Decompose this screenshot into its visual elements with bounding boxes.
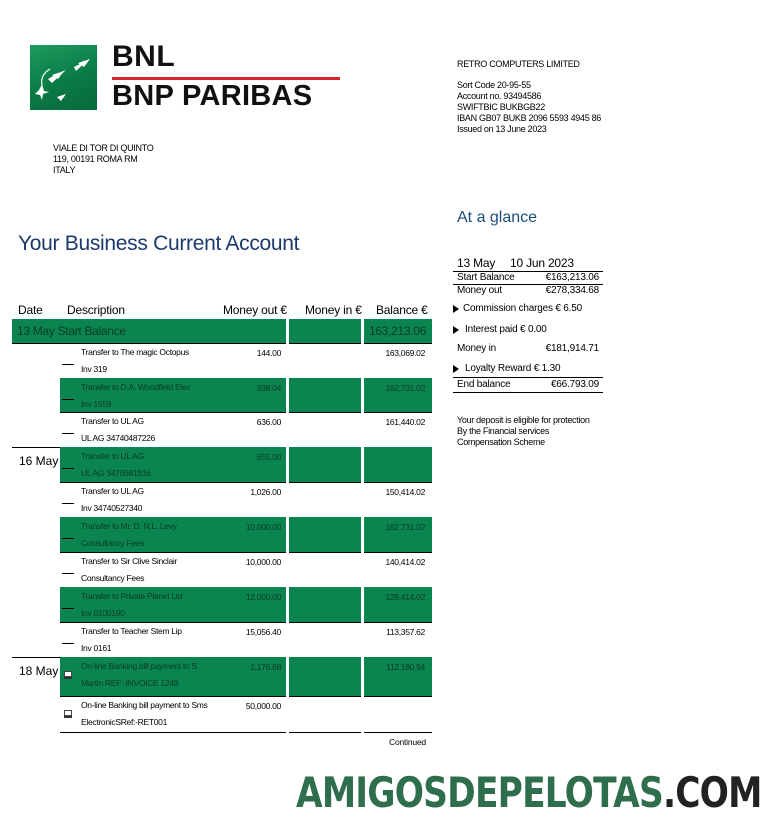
- deposit-protection-note: [457, 415, 590, 448]
- continued-label: Continued: [389, 737, 426, 747]
- transaction-description-line-2: Consultancy Fees: [81, 573, 145, 583]
- account-details: [457, 80, 601, 135]
- transaction-description-line-2: ElectronicSRef:-RET001: [81, 717, 167, 727]
- commission-charges: [453, 300, 603, 317]
- page-title: Your Business Current Account: [18, 232, 300, 255]
- dash-icon: [62, 608, 74, 609]
- statement-period: [453, 256, 603, 272]
- at-a-glance-panel: [453, 256, 603, 393]
- brand-name-bnp-paribas: BNP PARIBAS: [112, 80, 313, 112]
- loyalty-reward: [453, 360, 603, 378]
- column-header-money-in: Money in €: [305, 303, 362, 317]
- start-balance-balance-cell: [364, 319, 432, 343]
- money-out-amount: 12,000.00: [245, 592, 281, 602]
- issued-date: Issued on 13 June 2023: [457, 124, 547, 134]
- dash-icon: [62, 573, 74, 574]
- money-in-label: Money in: [457, 343, 496, 354]
- money-out-amount: 636.00: [256, 417, 281, 427]
- transaction-description-line-2: Inv 0100190: [81, 608, 125, 618]
- transaction-description-line-2: Inv 34740527340: [81, 503, 143, 513]
- balance-amount: 112,180.94: [386, 662, 425, 672]
- transaction-description-line-1: Transfer to Mr. D. N.L. Levy: [81, 521, 177, 531]
- transaction-description-line-2: Inv 0161: [81, 643, 112, 653]
- glance-money-out: [453, 285, 603, 297]
- transaction-description-line-1: Transfer to The magic Octopus: [81, 347, 189, 357]
- start-balance-row: [12, 319, 286, 343]
- transaction-description-line-2: UL AG 3470581916: [81, 468, 151, 478]
- transaction-description-line-1: Transfer to UL AG: [81, 416, 144, 426]
- money-out-amount: 144.00: [256, 348, 281, 358]
- balance-cell: [364, 696, 432, 732]
- brand-name-bnl: BNL: [112, 40, 176, 73]
- balance-amount: 161,440.02: [385, 417, 425, 427]
- balance-amount: 150,414.02: [385, 487, 425, 497]
- dash-icon: [62, 538, 74, 539]
- computer-icon: [64, 710, 72, 716]
- bnp-stars-logo-icon: [30, 45, 97, 110]
- triangle-bullet-icon: [453, 305, 459, 313]
- row-divider: [364, 732, 432, 733]
- period-end: 10 Jun 2023: [510, 256, 574, 270]
- date-label-18-may: 18 May: [19, 664, 59, 678]
- column-header-date: Date: [18, 303, 43, 317]
- row-divider: [289, 732, 361, 733]
- triangle-bullet-icon: [453, 365, 459, 373]
- postal-address: [53, 143, 153, 176]
- transaction-description-line-1: On-line Banking bill payment to S: [81, 661, 197, 671]
- money-in-cell: [289, 447, 361, 482]
- money-out-value: €278,334.68: [545, 285, 599, 296]
- end-balance-value: €66.793.09: [550, 379, 599, 390]
- dash-icon: [62, 399, 74, 400]
- money-in-cell: [289, 696, 361, 732]
- watermark-part-1: AMIGOSDEPELOTAS: [296, 768, 663, 817]
- transaction-description-line-1: Transfer to Sir Clive Sinclair: [81, 556, 178, 566]
- column-header-money-out: Money out €: [223, 303, 287, 317]
- computer-icon: [64, 671, 72, 677]
- start-balance-money-in-cell: [289, 319, 361, 343]
- glance-start-balance: [453, 272, 603, 285]
- balance-amount: 162,731.02: [385, 522, 425, 532]
- money-out-amount: 10,000.00: [245, 522, 281, 532]
- date-divider: [12, 447, 60, 448]
- deposit-note-line-3: Compensation Scheme: [457, 437, 545, 447]
- account-number: Account no. 93494586: [457, 91, 542, 101]
- money-out-amount: 50,000.00: [245, 701, 281, 711]
- column-header-balance: Balance €: [376, 303, 428, 317]
- transaction-description-line-2: Consultancy Fees: [81, 538, 145, 548]
- watermark-part-2: .COM: [662, 768, 762, 817]
- balance-amount: 140,414.02: [385, 557, 425, 567]
- money-in-value: €181,914.71: [545, 343, 599, 354]
- money-out-amount: 15,056.40: [245, 627, 281, 637]
- deposit-note-line-2: By the Financial services: [457, 426, 550, 436]
- transaction-description-line-2: Inv 1559: [81, 399, 112, 409]
- company-name: RETRO COMPUTERS LIMITED: [457, 59, 580, 69]
- swift-code: SWIFTBIC BUKBGB22: [457, 102, 545, 112]
- row-divider: [60, 732, 286, 733]
- sort-code: Sort Code 20-95-55: [457, 80, 531, 90]
- money-out-amount: 1,026.00: [250, 487, 281, 497]
- loyalty-text: Loyalty Reward € 1.30: [465, 363, 561, 374]
- start-balance-value: 163,213.06: [368, 324, 426, 338]
- commission-text: Commission charges € 6.50: [463, 303, 582, 314]
- end-balance-label: End balance: [457, 379, 511, 390]
- interest-text: Interest paid € 0.00: [465, 324, 547, 335]
- balance-amount: 128,414.02: [385, 592, 425, 602]
- glance-end-balance: [453, 378, 603, 393]
- dash-icon: [62, 503, 74, 504]
- transaction-description-line-1: Transfer to D.A. Woodfield Elec: [81, 382, 191, 392]
- triangle-bullet-icon: [453, 326, 459, 334]
- transaction-description-line-2: UL AG 34740487226: [81, 433, 155, 443]
- column-header-description: Description: [67, 303, 125, 317]
- transaction-description-line-1: On-line Banking bill payment to Sms: [81, 700, 208, 710]
- start-balance-label: 13 May Start Balance: [17, 324, 126, 338]
- glance-money-in: [453, 341, 603, 356]
- deposit-note-line-1: Your deposit is eligible for protection: [457, 415, 590, 425]
- dash-icon: [62, 468, 74, 469]
- date-label-16-may: 16 May: [19, 454, 59, 468]
- interest-paid: [453, 321, 603, 338]
- transaction-description-line-1: Transfer to UL AG: [81, 451, 144, 461]
- money-out-label: Money out: [457, 285, 502, 296]
- balance-amount: 163,069.02: [385, 348, 425, 358]
- balance-amount: 162,731.02: [385, 383, 425, 393]
- transaction-description-line-2: Inv 319: [81, 364, 107, 374]
- money-out-amount: 10,000.00: [245, 557, 281, 567]
- address-line-3: ITALY: [53, 165, 76, 175]
- balance-amount: 113,357.62: [386, 627, 425, 637]
- money-out-amount: 1,176.68: [250, 662, 281, 672]
- period-start: 13 May: [457, 256, 496, 270]
- money-out-amount: 338.04: [256, 383, 281, 393]
- address-line-1: VIALE DI TOR DI QUINTO: [53, 143, 154, 153]
- start-balance-label: Start Balance: [457, 272, 515, 283]
- dash-icon: [62, 643, 74, 644]
- dash-icon: [62, 364, 74, 365]
- date-divider: [12, 657, 60, 658]
- money-out-amount: 655.00: [256, 452, 281, 462]
- dash-icon: [62, 433, 74, 434]
- at-a-glance-title: At a glance: [457, 209, 538, 226]
- balance-cell: [364, 447, 432, 482]
- transaction-description-line-2: Martin REF:-INVOICE 1249: [81, 678, 179, 688]
- transaction-description-line-1: Transfer to Teacher Stem Lip: [81, 626, 182, 636]
- transaction-description-line-1: Transfer to Private Planet Ltd: [81, 591, 183, 601]
- transaction-description-line-1: Transfer to UL AG: [81, 486, 144, 496]
- address-line-2: 119, 00191 ROMA RM: [53, 154, 138, 164]
- watermark: [296, 768, 762, 817]
- start-balance-value: €163,213.06: [545, 272, 599, 283]
- iban: IBAN GB07 BUKB 2096 5593 4945 86: [457, 113, 602, 123]
